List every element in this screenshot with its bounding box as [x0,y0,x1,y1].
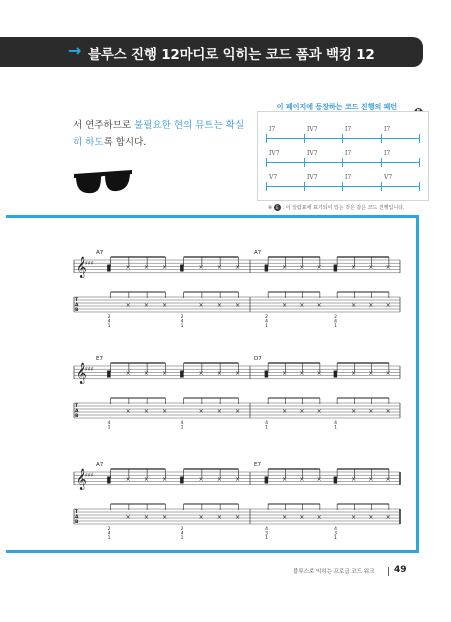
muted-note: × [385,476,391,483]
tab-clef-letter: T [75,510,79,515]
tab-muted-note: × [282,302,288,309]
tab-muted-note: × [316,302,322,309]
pattern-chord: I7 [384,126,391,133]
tab-muted-note: × [198,302,204,309]
key-signature: ♯♯♯ [85,260,94,267]
muted-note: × [282,264,288,271]
tab-muted-note: × [162,514,168,521]
intro-paragraph [73,117,248,151]
footer-book-title: 블루스로 익히는 프로급 코드 워크 [293,569,375,575]
tab-muted-note: × [282,514,288,521]
muted-note: × [299,476,305,483]
pattern-barline [304,134,305,143]
key-signature: ♯♯♯ [85,472,94,479]
fret-number: 1 [334,425,337,431]
muted-note: × [198,264,204,271]
chord-notehead [107,371,111,378]
tab-muted-note: × [143,302,149,309]
muted-note: × [351,370,357,377]
pattern-chord: I7 [345,174,352,181]
footnote-text: : 이 일람표에 표기되어 있는 것은 같은 코드 진행입니다. [282,205,405,211]
footnote-badge: E [274,204,281,211]
tab-clef-letter: T [75,298,79,303]
fret-number: 4 [334,527,337,532]
pattern-line [266,186,420,187]
fret-number: 4 [265,527,268,532]
pattern-chord: IV7 [269,150,280,157]
tab-clef-letter: B [75,520,79,525]
footer-divider [388,567,389,576]
tab-muted-note: × [235,408,241,415]
chord-notehead [265,477,269,484]
chord-notehead [180,371,184,378]
fret-number: 4 [107,319,111,325]
pattern-chord: V7 [269,174,278,181]
pattern-chord: V7 [384,174,393,181]
chapter-title: 블루스 진행 12마디로 익히는 코드 폼과 백킹 12 [88,47,375,63]
muted-note: × [282,370,288,377]
tab-muted-note: × [162,408,168,415]
muted-note: × [162,264,168,271]
tab-muted-note: × [385,514,391,521]
muted-note: × [351,476,357,483]
muted-note: × [216,264,222,271]
tab-muted-note: × [235,514,241,521]
tab-muted-note: × [125,514,131,521]
treble-clef-icon: 𝄞 [76,469,87,490]
fret-number: 1 [334,324,337,329]
fret-number: 1 [265,425,268,431]
arrow-icon: → [68,41,82,60]
muted-note: × [368,370,374,377]
fret-number: 2 [334,315,337,320]
chapter-header [0,37,423,67]
pattern-barline [381,134,382,143]
tab-clef-letter: A [75,515,79,520]
tab-muted-note: × [143,514,149,521]
muted-note: × [162,370,168,377]
key-signature: ♯♯♯ [85,366,94,373]
muted-note: × [351,264,357,271]
intro-text-highlight: 불필요한 현의 뮤트는 확실히 하도 [73,120,245,148]
pattern-barline [342,158,343,167]
tab-muted-note: × [316,514,322,521]
tab-muted-note: × [385,302,391,309]
muted-note: × [235,264,241,271]
pattern-barline [304,158,305,167]
fret-number: 1 [265,536,268,540]
pattern-chord: I7 [384,150,391,157]
fret-number: 1 [107,536,111,540]
tab-muted-note: × [162,302,168,309]
chord-notehead [265,371,269,378]
chord-notehead [334,371,338,378]
pattern-title: 이 페이지에 등장하는 코드 진행의 패턴 [276,103,398,111]
fret-number: 4 [180,421,184,426]
pattern-row [266,172,420,192]
pattern-chord: I7 [269,126,276,133]
pattern-chord: IV7 [307,174,318,181]
tab-muted-note: × [198,514,204,521]
sunglasses-illustration [72,166,134,196]
pattern-barline [266,158,267,167]
tab-muted-note: × [299,408,305,415]
fret-number: 2 [180,315,184,320]
fret-number: 1 [107,425,111,431]
tab-muted-note: × [351,408,357,415]
pattern-row [266,148,420,168]
treble-clef-icon: 𝄞 [76,257,87,278]
tab-muted-note: × [368,302,374,309]
fret-number: 3 [334,531,337,537]
pattern-barline [266,182,267,191]
tab-muted-note: × [299,302,305,309]
intro-text-after: 록 합시다. [103,137,147,148]
muted-note: × [143,476,149,483]
tab-muted-note: × [351,514,357,521]
fret-number: 2 [107,527,111,532]
pattern-barline [381,158,382,167]
treble-clef-icon: 𝄞 [76,363,87,384]
tab-muted-note: × [368,514,374,521]
music-score [60,240,410,540]
muted-note: × [162,476,168,483]
fret-number: 2 [107,315,111,320]
muted-note: × [143,264,149,271]
tab-clef-letter: B [75,308,79,313]
tab-muted-note: × [216,302,222,309]
tab-clef-letter: A [75,409,79,414]
fret-number: 2 [180,527,184,532]
tab-muted-note: × [216,408,222,415]
tab-muted-note: × [125,408,131,415]
pattern-line [266,162,420,163]
chord-symbol: A7 [96,462,104,468]
chord-notehead [180,265,184,272]
chord-notehead [107,477,111,484]
fret-number: 4 [265,421,268,426]
pattern-row [266,124,420,144]
muted-note: × [125,264,131,271]
fret-number: 4 [334,421,337,426]
muted-note: × [216,476,222,483]
tab-muted-note: × [235,302,241,309]
chord-symbol: E7 [254,462,261,468]
muted-note: × [299,264,305,271]
fret-number: 3 [265,531,268,537]
muted-note: × [125,476,131,483]
muted-note: × [299,370,305,377]
chord-notehead [107,265,111,272]
muted-note: × [316,370,322,377]
fret-number: 1 [265,324,268,329]
pattern-chord: I7 [345,150,352,157]
pattern-barline [419,158,420,167]
pattern-chord: IV7 [307,126,318,133]
pattern-barline [419,182,420,191]
page-number: 49 [394,565,407,575]
chord-symbol: D7 [254,356,262,362]
tab-muted-note: × [216,514,222,521]
footnote: ※ E : 이 일람표에 표기되어 있는 것은 같은 코드 진행입니다. [268,205,405,211]
tab-muted-note: × [351,302,357,309]
pattern-barline [342,182,343,191]
fret-number: 2 [265,315,268,320]
chord-pattern-box [257,111,429,201]
fret-number: 4 [107,531,111,537]
chord-symbol: A7 [96,250,104,256]
chord-notehead [180,477,184,484]
tab-clef-letter: T [75,404,79,409]
muted-note: × [385,264,391,271]
muted-note: × [282,476,288,483]
pattern-barline [419,134,420,143]
chord-notehead [334,265,338,272]
fret-number: 1 [334,536,337,540]
muted-note: × [385,370,391,377]
pattern-line [266,138,420,139]
fret-number: 4 [107,421,111,426]
tab-muted-note: × [385,408,391,415]
intro-text-before: 서 연주하므로 [73,120,135,131]
muted-note: × [198,370,204,377]
muted-note: × [125,370,131,377]
tab-muted-note: × [316,408,322,415]
fret-number: 1 [180,425,184,431]
pattern-barline [342,134,343,143]
muted-note: × [198,476,204,483]
tab-muted-note: × [368,408,374,415]
chord-notehead [334,477,338,484]
muted-note: × [368,476,374,483]
muted-note: × [235,476,241,483]
chord-symbol: E7 [96,356,103,362]
chord-symbol: A7 [254,250,262,256]
chord-notehead [265,265,269,272]
tab-muted-note: × [143,408,149,415]
muted-note: × [316,264,322,271]
fret-number: 1 [107,324,111,329]
muted-note: × [143,370,149,377]
fret-number: 4 [334,319,337,325]
fret-number: 1 [180,536,184,540]
tab-clef-letter: B [75,414,79,419]
muted-note: × [368,264,374,271]
tab-muted-note: × [282,408,288,415]
fret-number: 4 [180,531,184,537]
pattern-barline [266,134,267,143]
tab-muted-note: × [299,514,305,521]
pattern-barline [381,182,382,191]
tab-muted-note: × [198,408,204,415]
pattern-chord: I7 [345,126,352,133]
fret-number: 1 [180,324,184,329]
pattern-barline [304,182,305,191]
muted-note: × [216,370,222,377]
muted-note: × [235,370,241,377]
muted-note: × [316,476,322,483]
pattern-chord: IV7 [307,150,318,157]
fret-number: 4 [265,319,268,325]
fret-number: 4 [180,319,184,325]
tab-clef-letter: A [75,303,79,308]
tab-muted-note: × [125,302,131,309]
